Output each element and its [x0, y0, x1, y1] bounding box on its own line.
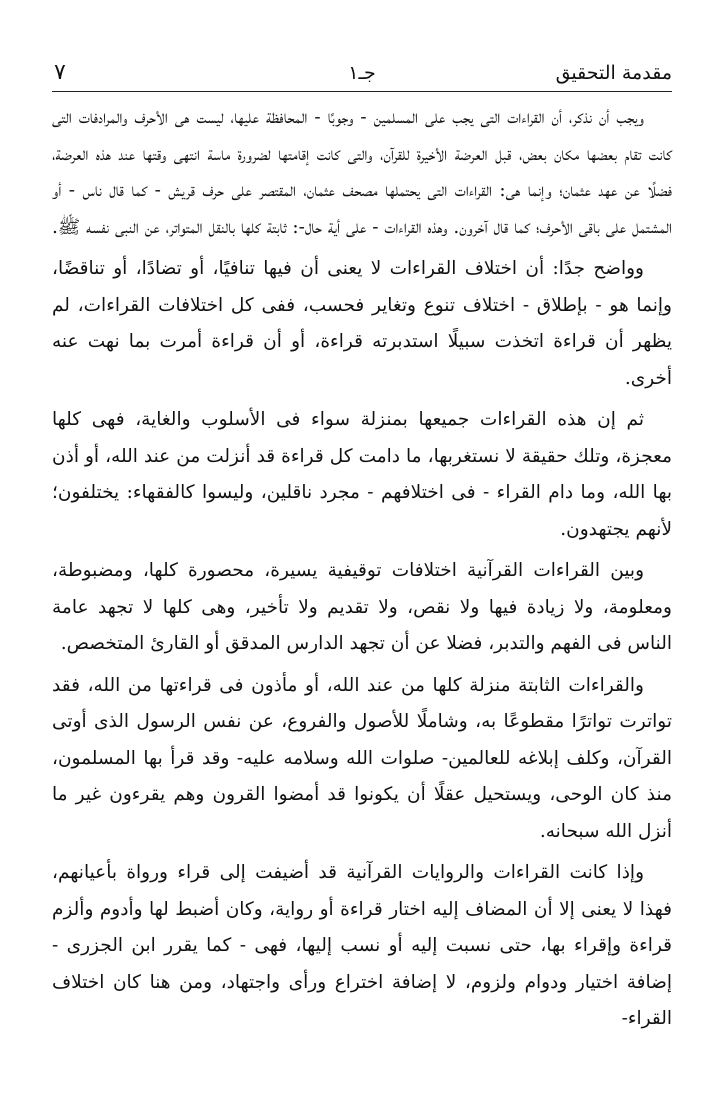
header-divider [52, 91, 672, 92]
running-header [52, 58, 672, 90]
paragraph-2: وواضح جدًا: أن اختلاف القراءات لا يعنى أن فيها تنافيًا، أو تضادًا، أو تناقضًا، وإنما هو - بإطلاق - اختلاف تنوع وتغاير فحسب، ففى كل اختلافات القراءات، لم يظهر أن قراءة اتخذت سبيلًا استدبرته قراءة، أو أن قراءة أمرت بما نهت عنه أخرى. [52, 258, 672, 389]
page-number: ٧ [54, 60, 66, 85]
paragraph-3: ثم إن هذه القراءات جميعها بمنزلة سواء فى الأسلوب والغاية، فهى كلها معجزة، وتلك حقيقة لا نستغربها، ما دامت كل قراءة قد أنزلت من عند الله، أو أذن بها الله، وما دام القراء - فى اختلافهم - مجرد ناقلين، وليسوا كالفقهاء: يختلفون؛ لأنهم يجتهدون. [52, 409, 672, 540]
paragraph-1: ويجب أن نذكر، أن القراءات التى يجب على المسلمين - وجوبًا - المحافظة عليها، ليست هى الأحرف والمرادفات التى كانت تقام بعضها مكان بعض، قبل العرضة الأخيرة للقرآن، والتى كانت إقامتها لضرورة ماسة انتهى وقتها عند هذه العرضة، فضلًا عن عهد عثمان؛ وإنما هى: القراءات التى يحتملها مصحف عثمان، المقتصر على حرف قريش - كما قال ناس - أو المشتمل على باقى الأحرف؛ كما قال آخرون. وهذه القراءات - على أية حال-: ثابتة كلها بالنقل المتواتر، عن النبى نفسه ﷺ. [52, 107, 672, 238]
paragraph-5: والقراءات الثابتة منزلة كلها من عند الله، أو مأذون فى قراءتها من الله، فقد تواترت تواترًا مقطوعًا به، وشاملًا للأصول والفروع، عن نفس الرسول الذى أوتى القرآن، وكلف إبلاغه للعالمين- صلوات الله وسلامه عليه- وقد قرأ بها المسلمون، منذ كان الوحى، ويستحيل عقلًا أن يكونوا قد أمضوا القرون وهم يقرءون غير ما أنزل الله سبحانه. [52, 674, 672, 842]
header-title: مقدمة التحقيق [555, 62, 672, 84]
paragraph-4: وبين القراءات القرآنية اختلافات توقيفية يسيرة، محصورة كلها، ومضبوطة، ومعلومة، ولا زيادة فيها ولا نقص، ولا تقديم ولا تأخير، وهى كلها لا تجهد عامة الناس فى الفهم والتدبر، فضلا عن أن تجهد الدارس المدقق أو القارئ المتخصص. [52, 560, 672, 654]
body-text [52, 100, 672, 1043]
volume-number: جـ١ [348, 62, 376, 84]
paragraph-6: وإذا كانت القراءات والروايات القرآنية قد أضيفت إلى قراء ورواة بأعيانهم، فهذا لا يعنى إلا أن المضاف إليه اختار قراءة أو رواية، وكان أضبط لها وأدوم وألزم قراءة وإقراء بها، حتى نسبت إليه أو نسب إليها، فهى - كما يقرر ابن الجزرى - إضافة اختيار ودوام ولزوم، لا إضافة اختراع ورأى واجتهاد، ومن هنا كان اختلاف القراء- [52, 862, 672, 1029]
